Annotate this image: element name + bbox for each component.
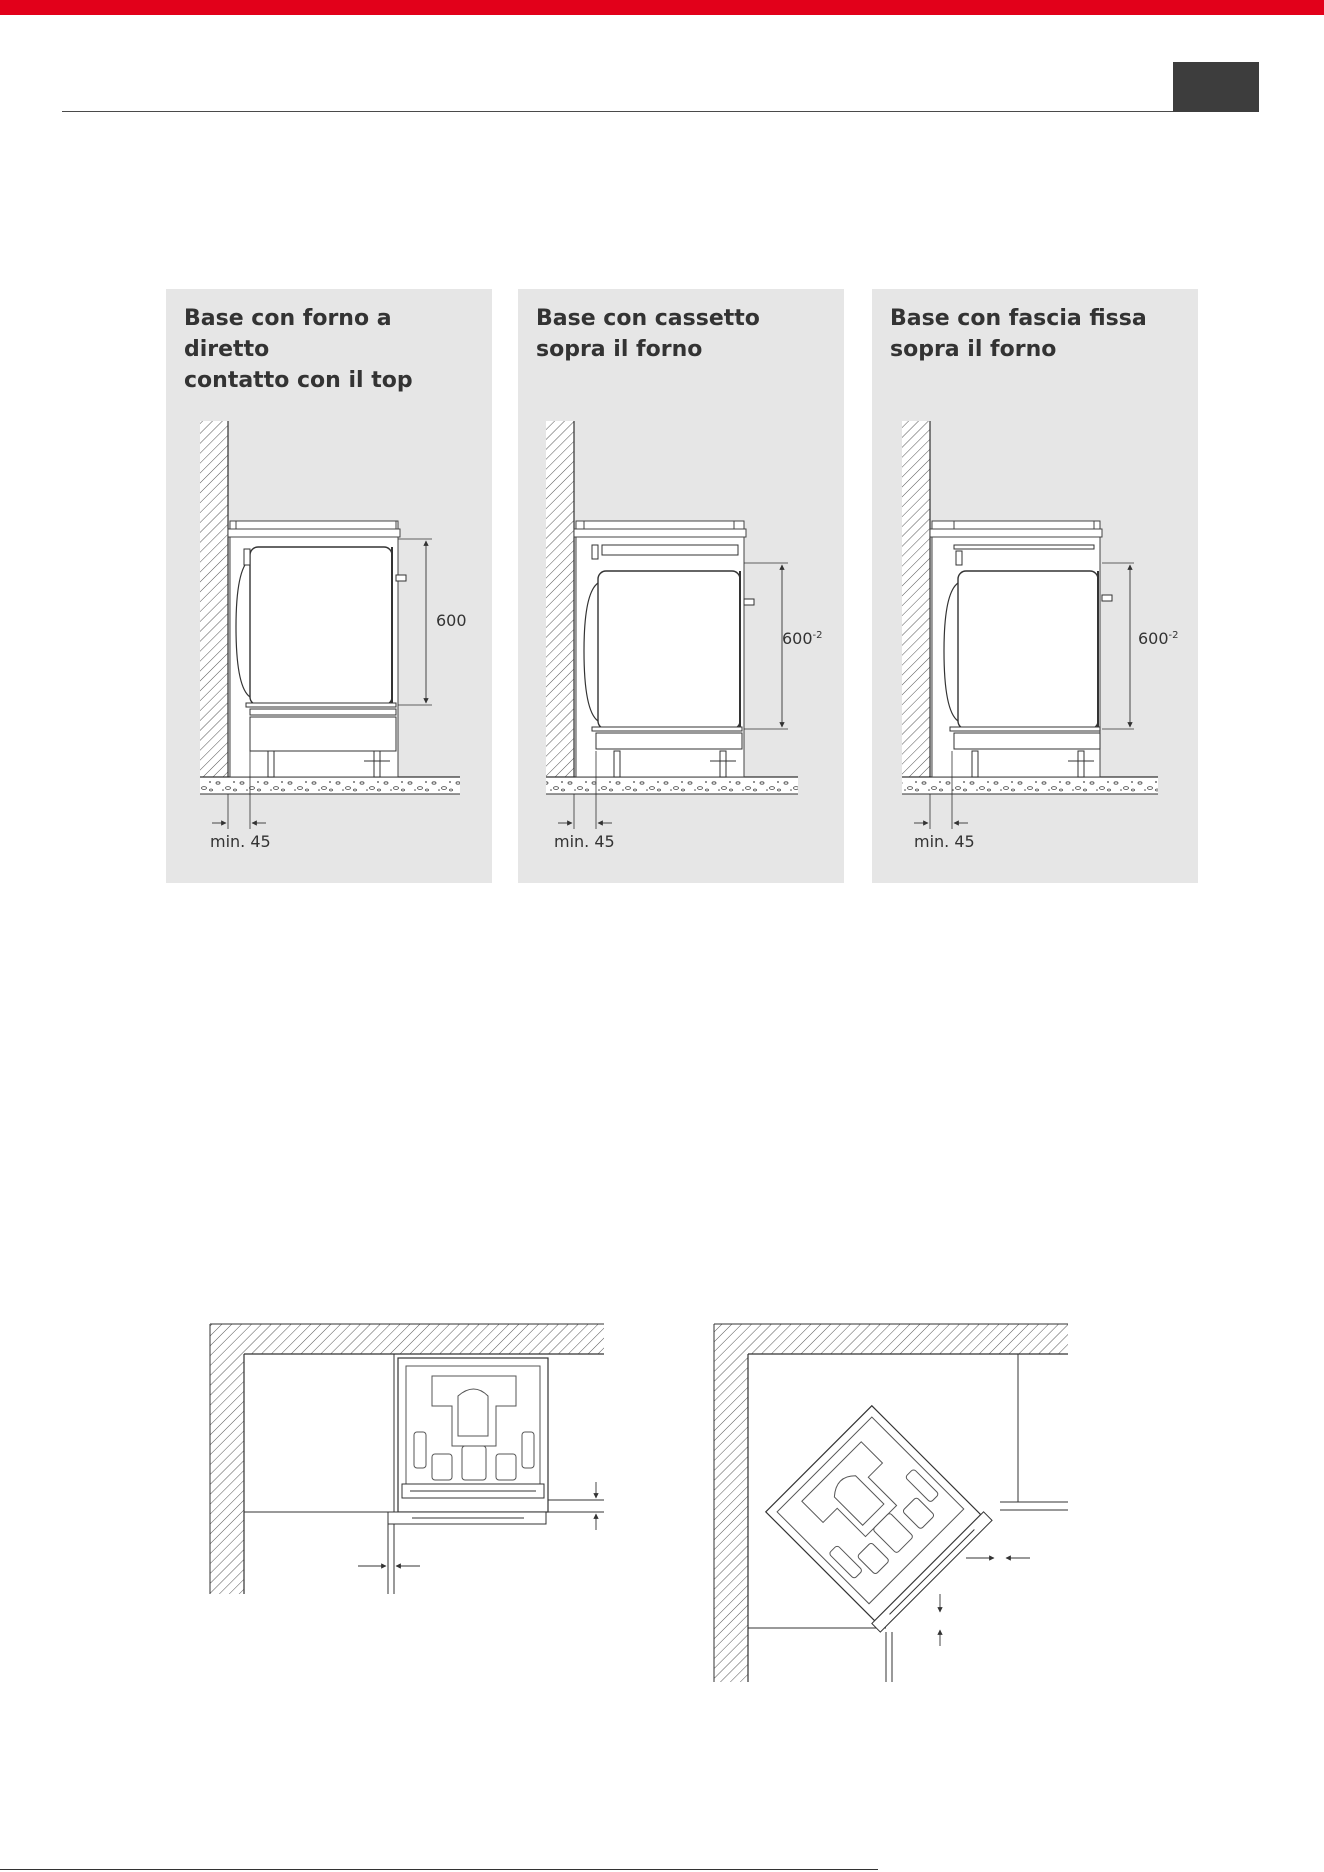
oven-side-section-diagram <box>872 289 1198 883</box>
panel-drawer-above <box>518 289 844 883</box>
panel-title-line1: Base con fascia fissa <box>890 306 1147 331</box>
drawer-front <box>602 545 738 555</box>
footer-rule <box>0 1869 878 1870</box>
oven-side-section-diagram <box>518 289 844 883</box>
page-tab-marker <box>1173 62 1259 112</box>
fixed-fascia <box>954 545 1094 549</box>
oven-body <box>958 571 1098 729</box>
corner-plan-angled-diagram <box>700 1316 1080 1686</box>
height-label: 600 <box>436 611 467 630</box>
brand-top-bar <box>0 0 1324 15</box>
panel-title-line2: sopra il forno <box>890 337 1057 362</box>
gravel-floor-icon <box>902 777 1158 794</box>
panel-direct-contact <box>166 289 492 883</box>
panel-title-line1: Base con forno a diretto <box>184 306 392 362</box>
panel-title-line1: Base con cassetto <box>536 306 760 331</box>
gravel-floor-icon <box>200 777 460 794</box>
min-gap-label: min. 45 <box>914 832 975 851</box>
hatch-wall-icon <box>200 421 228 794</box>
panel-title-line2: sopra il forno <box>536 337 703 362</box>
min-gap-label: min. 45 <box>554 832 615 851</box>
min-gap-label: min. 45 <box>210 832 271 851</box>
corner-plan-straight-diagram <box>200 1316 620 1596</box>
oven-body <box>598 571 740 729</box>
hatch-wall-icon <box>902 421 930 794</box>
height-label: $600^{-2}$ <box>1138 629 1179 648</box>
header-rule <box>62 111 1174 112</box>
oven-side-section-diagram <box>166 289 492 883</box>
hatch-wall-icon <box>210 1324 604 1354</box>
hatch-wall-icon <box>546 421 574 794</box>
oven-plan-rotated <box>763 1403 992 1632</box>
height-label: $600^{-2}$ <box>782 629 823 648</box>
hatch-wall-icon <box>714 1324 1068 1354</box>
oven-body <box>250 547 392 705</box>
panel-title-line2: contatto con il top <box>184 368 413 393</box>
gravel-floor-icon <box>546 777 798 794</box>
panel-fixed-fascia <box>872 289 1198 883</box>
